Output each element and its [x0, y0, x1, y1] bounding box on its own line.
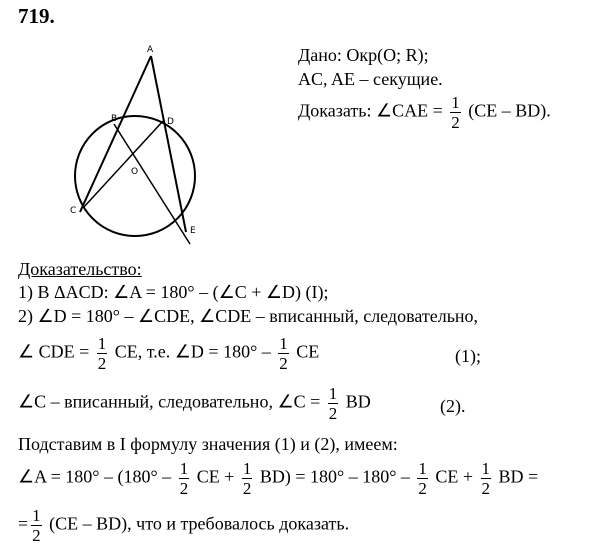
text: BD) = 180° – 180° – — [259, 466, 410, 487]
secant-ae — [151, 56, 186, 232]
proof-line-2: 2) ∠D = 180° – ∠CDE, ∠CDE – вписанный, следовательно, — [18, 306, 479, 326]
proof-line-6 — [18, 460, 538, 497]
text: CE — [296, 341, 320, 362]
fraction-den: 2 — [32, 526, 41, 545]
point-label-o: O — [131, 167, 139, 177]
fraction-num: 1 — [242, 459, 252, 478]
fraction-num: 1 — [328, 384, 338, 403]
point-label-b: B — [111, 114, 118, 124]
fraction-den: 2 — [451, 113, 460, 132]
proof-line-1: 1) В ΔACD: ∠A = 180° – (∠C + ∠D) (I); — [18, 282, 329, 302]
fraction-den: 2 — [242, 479, 252, 498]
fraction-den: 2 — [97, 354, 107, 373]
point-label-e: E — [190, 226, 196, 236]
point-label-d: D — [167, 117, 174, 127]
chord-dc — [83, 121, 163, 208]
fraction-den: 2 — [279, 354, 288, 373]
text: ∠C – вписанный, следовательно, ∠C = — [18, 391, 321, 412]
equation-ref-2: (2). — [440, 396, 466, 416]
fraction-num: 1 — [97, 334, 107, 353]
text: BD — [345, 391, 371, 412]
fraction-num: 1 — [179, 459, 189, 478]
text: CE, т.е. ∠D = 180° – — [114, 341, 271, 362]
chord-be — [114, 124, 190, 244]
proof-line-7 — [18, 507, 349, 544]
proof-line-5: Подставим в I формулу значения (1) и (2), имеем: — [18, 434, 398, 454]
fraction — [417, 460, 428, 497]
text: ∠ CDE = — [18, 341, 90, 362]
fraction-num: 1 — [481, 459, 491, 478]
fraction — [179, 460, 190, 497]
text: CE + — [196, 466, 235, 487]
text: BD = — [498, 466, 539, 487]
prove-pre: Доказать: ∠CAE = — [298, 100, 443, 121]
point-label-a: A — [147, 45, 154, 55]
fraction-den: 2 — [179, 479, 189, 498]
fraction-num: 1 — [418, 459, 427, 478]
fraction — [278, 335, 289, 372]
point-label-c: C — [70, 206, 77, 216]
problem-number: 719. — [18, 4, 55, 28]
fraction — [481, 460, 492, 497]
fraction — [450, 94, 461, 131]
fraction-den: 2 — [481, 479, 491, 498]
fraction-den: 2 — [418, 479, 427, 498]
proof-line-4 — [18, 385, 371, 422]
fraction — [31, 507, 42, 544]
fraction-num: 1 — [279, 334, 288, 353]
fraction — [97, 335, 108, 372]
geometry-diagram — [60, 38, 220, 248]
fraction — [242, 460, 253, 497]
given-line-2: AC, AE – секущие. — [298, 69, 443, 89]
text: ∠A = 180° – (180° – — [18, 466, 172, 487]
fraction — [328, 385, 339, 422]
proof-heading: Доказательство: — [18, 259, 142, 279]
given-line-1: Дано: Окр(O; R); — [298, 45, 429, 65]
prove-post: (CE – BD). — [468, 100, 551, 121]
text: = — [18, 513, 29, 534]
fraction-den: 2 — [328, 404, 338, 423]
prove-statement — [298, 94, 551, 131]
text: CE + — [435, 466, 474, 487]
secant-ac — [80, 56, 151, 212]
fraction-num: 1 — [451, 93, 460, 112]
text: (CE – BD), что и требовалось доказать. — [49, 513, 350, 534]
proof-line-3 — [18, 335, 319, 372]
fraction-num: 1 — [32, 506, 41, 525]
equation-ref-1: (1); — [455, 346, 481, 366]
